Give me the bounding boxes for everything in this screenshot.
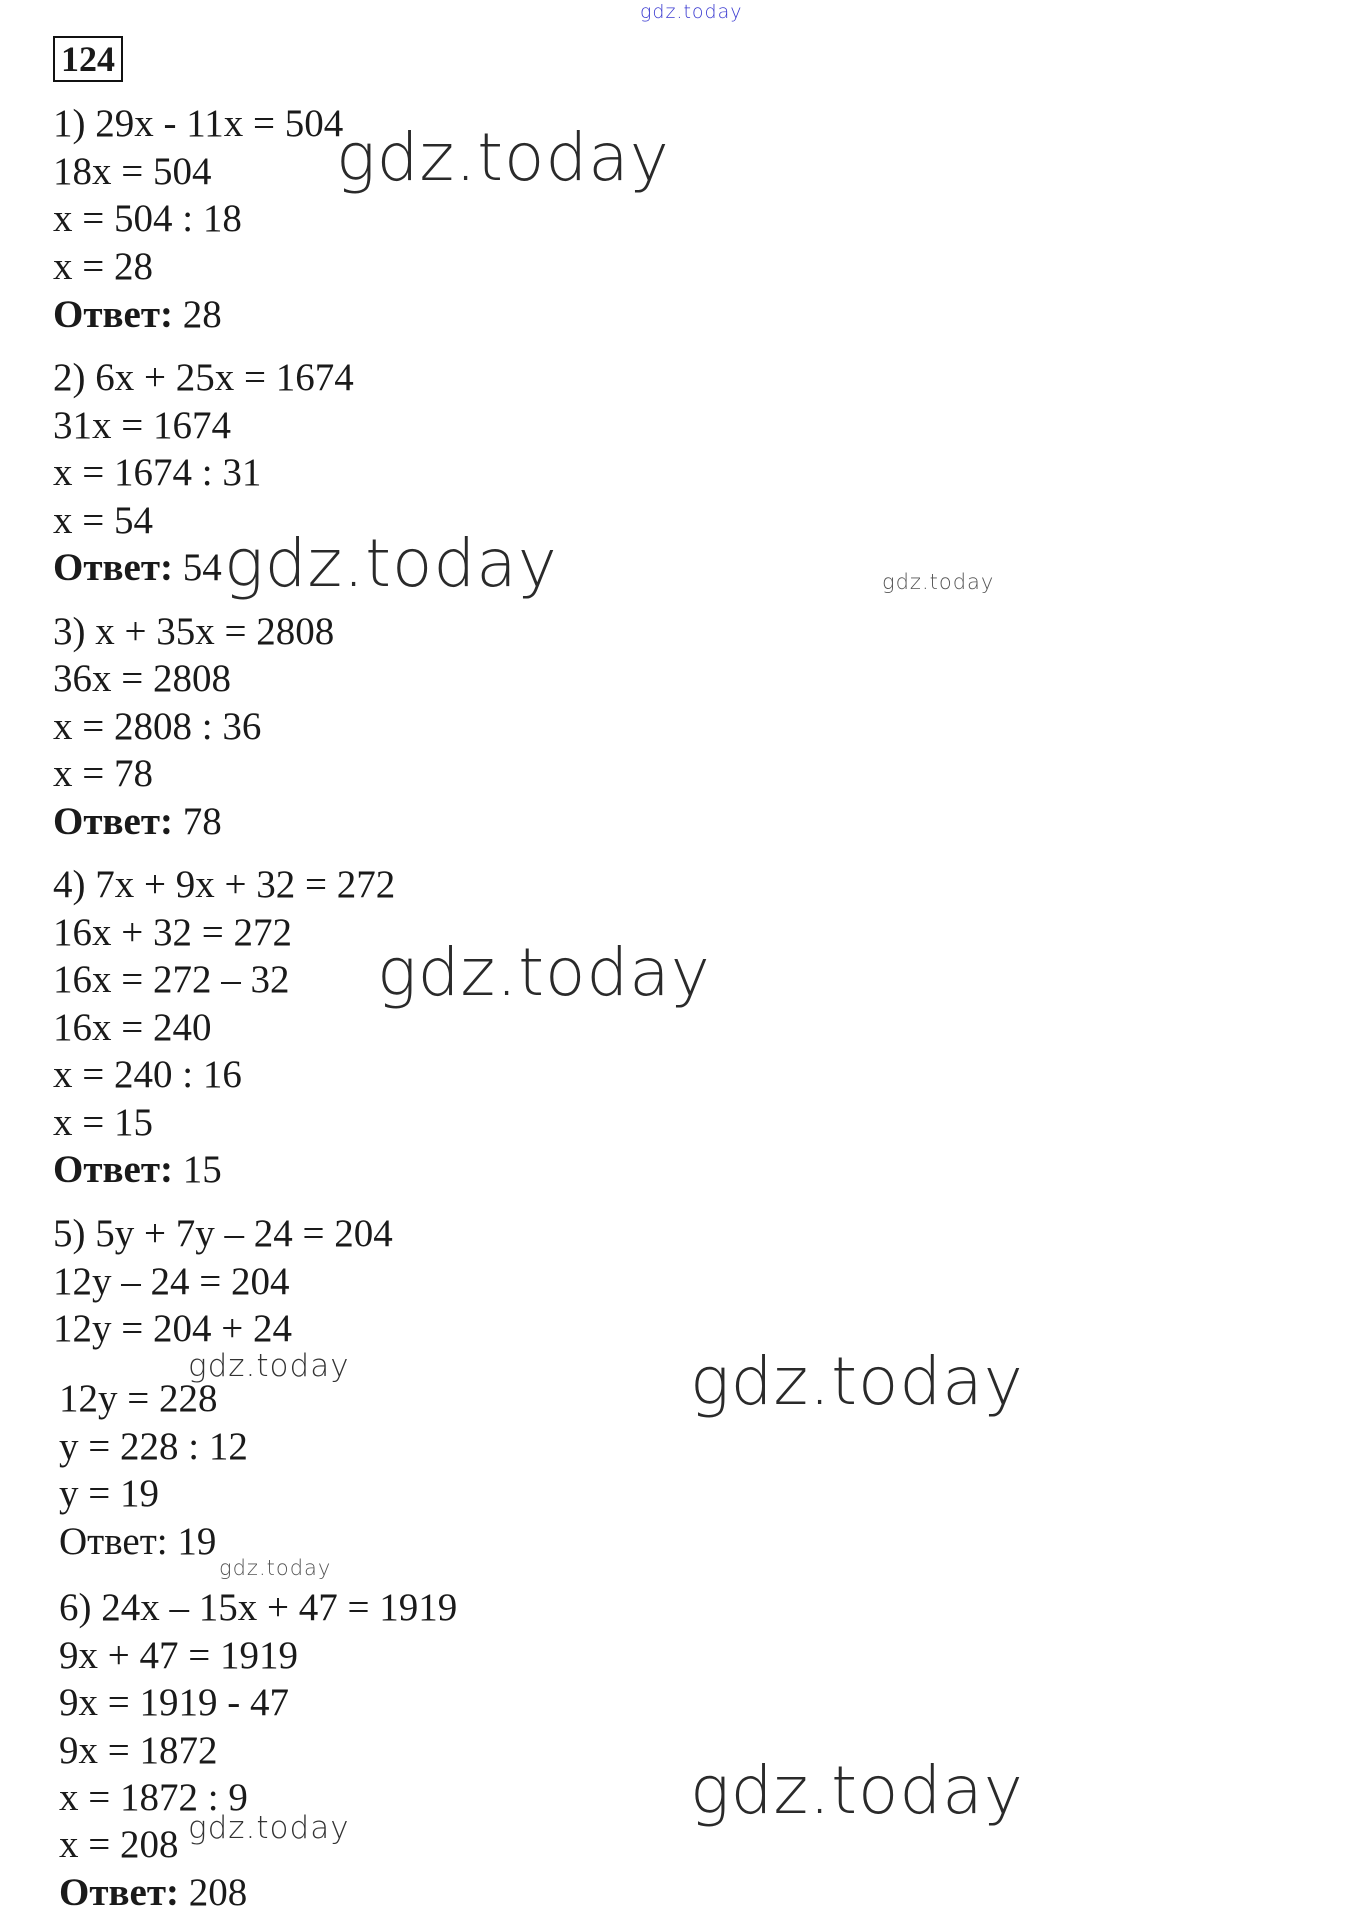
answer-value: 15: [182, 1148, 222, 1191]
answer-label: Ответ:: [53, 293, 174, 336]
answer-value: 78: [182, 800, 222, 843]
watermark-1: gdz.today: [336, 119, 670, 196]
solution-6-line-3: 9x = 1919 - 47: [59, 1681, 289, 1724]
solution-5-line-2: 12y – 24 = 204: [53, 1260, 290, 1303]
solution-6-line-2: 9x + 47 = 1919: [59, 1634, 298, 1677]
answer-label: Ответ:: [53, 1148, 174, 1191]
solution-2-line-3: x = 1674 : 31: [53, 451, 262, 494]
answer-label: Ответ:: [59, 1871, 180, 1914]
answer-value: 54: [182, 546, 222, 589]
solution-2-line-1: 2) 6x + 25x = 1674: [53, 356, 354, 399]
watermark-7: gdz.today: [219, 1556, 332, 1580]
solution-4-line-2: 16x + 32 = 272: [53, 911, 292, 954]
solution-3-line-3: x = 2808 : 36: [53, 705, 262, 748]
answer-value: 28: [182, 293, 222, 336]
solution-2-answer: [53, 546, 222, 590]
solution-5-line-4: 12y = 228: [59, 1377, 218, 1420]
watermark-9: gdz.today: [188, 1810, 350, 1846]
solution-1-line-3: x = 504 : 18: [53, 197, 242, 240]
problem-number: 124: [53, 36, 123, 82]
solution-5-line-5: y = 228 : 12: [59, 1425, 248, 1468]
solution-4-answer: [53, 1148, 222, 1192]
solution-4-line-3: 16x = 272 – 32: [53, 958, 290, 1001]
solution-4-line-5: x = 240 : 16: [53, 1053, 242, 1096]
solution-6-answer: [59, 1871, 247, 1915]
solution-6-line-5: x = 1872 : 9: [59, 1776, 248, 1819]
solution-1-line-4: x = 28: [53, 245, 153, 288]
answer-value: 208: [188, 1871, 248, 1914]
solution-1-line-2: 18x = 504: [53, 150, 212, 193]
solution-4-line-6: x = 15: [53, 1101, 153, 1144]
solution-5-line-1: 5) 5y + 7y – 24 = 204: [53, 1212, 393, 1255]
watermark-top: gdz.today: [640, 1, 743, 23]
answer-label: Ответ:: [53, 546, 174, 589]
watermark-5: gdz.today: [188, 1348, 350, 1384]
solution-5-answer: [59, 1520, 216, 1564]
solution-4-line-4: 16x = 240: [53, 1006, 212, 1049]
watermark-8: gdz.today: [690, 1752, 1024, 1829]
answer-label: Ответ:: [53, 800, 174, 843]
solution-6-line-4: 9x = 1872: [59, 1729, 218, 1772]
solution-6-line-6: x = 208: [59, 1823, 179, 1866]
solution-3-line-2: 36x = 2808: [53, 657, 231, 700]
solution-1-line-1: 1) 29x - 11x = 504: [53, 102, 344, 145]
solution-4-line-1: 4) 7x + 9x + 32 = 272: [53, 863, 396, 906]
watermark-2: gdz.today: [224, 525, 558, 602]
answer-value: 19: [177, 1520, 217, 1563]
solution-5-line-6: y = 19: [59, 1472, 159, 1515]
watermark-4: gdz.today: [377, 934, 711, 1011]
solution-2-line-2: 31x = 1674: [53, 404, 231, 447]
solution-3-line-4: x = 78: [53, 752, 153, 795]
watermark-3: gdz.today: [882, 570, 995, 594]
solution-1-answer: [53, 293, 222, 337]
solution-3-line-1: 3) x + 35x = 2808: [53, 610, 335, 653]
solution-6-line-1: 6) 24x – 15x + 47 = 1919: [59, 1586, 458, 1629]
answer-label: Ответ:: [59, 1520, 168, 1563]
watermark-6: gdz.today: [690, 1343, 1024, 1420]
solution-5-line-3: 12y = 204 + 24: [53, 1307, 292, 1350]
solution-3-answer: [53, 800, 222, 844]
solution-2-line-4: x = 54: [53, 499, 153, 542]
